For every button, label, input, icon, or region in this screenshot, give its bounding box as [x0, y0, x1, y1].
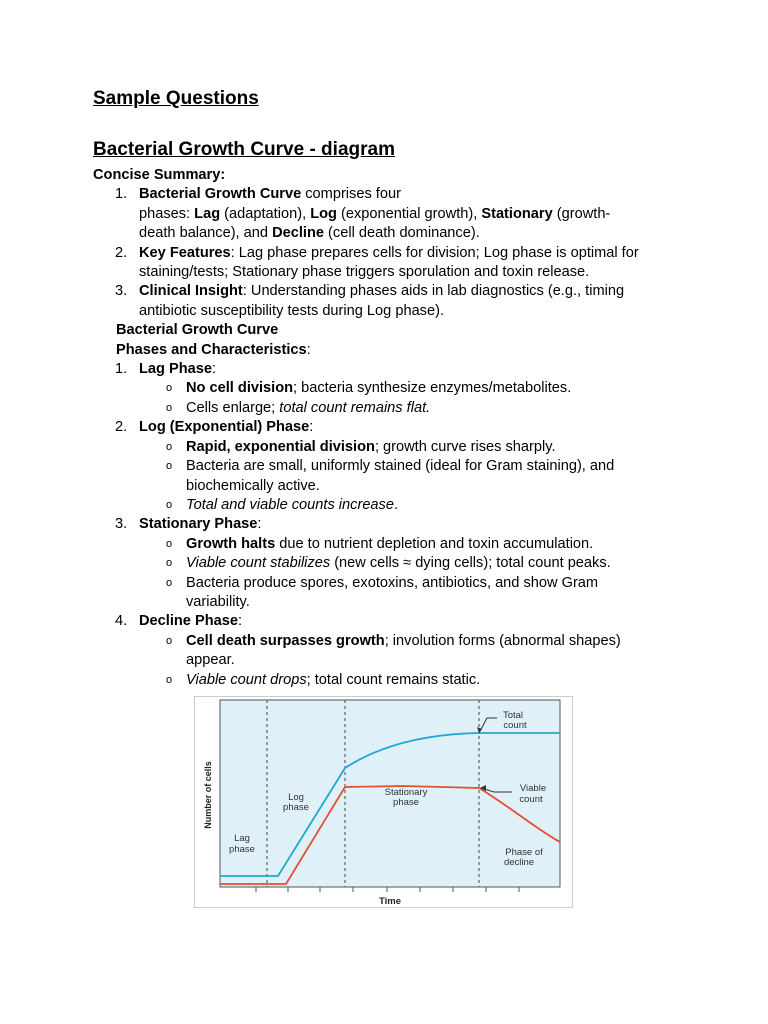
stationary-phase-label-2: phase	[393, 797, 419, 808]
section-title: Bacterial Growth Curve - diagram	[93, 139, 395, 160]
list-item: o Total and viable counts increase.	[166, 496, 399, 513]
list-item: o Rapid, exponential division; growth curve rises sharply.	[166, 438, 556, 455]
total-count-label-1: Total	[502, 710, 524, 721]
list-item: o Growth halts due to nutrient depletion and toxin accumulation.	[166, 535, 594, 552]
list-item: o Bacteria are small, uniformly stained (ideal for Gram staining), and biochemically active.	[166, 458, 615, 494]
lag-phase-label-1: Lag	[234, 833, 250, 844]
summary-item: 2. Key Features: Lag phase prepares cells for division; Log phase is optimal for staining/tests; Stationary phase triggers sporulation and toxin release.	[115, 244, 639, 281]
page-title: Sample Questions	[93, 88, 259, 109]
list-item: o Bacteria produce spores, exotoxins, antibiotics, and show Gram variability.	[166, 574, 599, 610]
growth-curve-diagram	[194, 696, 573, 908]
y-axis-label: Number of cells	[203, 761, 213, 829]
document-body	[93, 166, 693, 690]
list-item: o Cells enlarge; total count remains flat.	[166, 399, 431, 416]
phase-heading-stationary: 3. Stationary Phase:	[115, 516, 262, 533]
list-item: o Cell death surpasses growth; involution forms (abnormal shapes) appear.	[166, 632, 621, 669]
summary-item: 1. Bacterial Growth Curve comprises four phases: Lag (adaptation), Log (exponential growth), Stationary (growth- death balance), and Decline (cell death dominance).	[115, 186, 611, 242]
viable-count-label-1: Viable	[519, 783, 547, 794]
x-axis-label: Time	[378, 896, 402, 907]
summary-item: 3. Clinical Insight: Understanding phases aids in lab diagnostics (e.g., timing antibiotic susceptibility tests during Log phase).	[115, 283, 625, 319]
list-item: o No cell division; bacteria synthesize enzymes/metabolites.	[166, 380, 572, 397]
phase-heading-log: 2. Log (Exponential) Phase:	[115, 419, 314, 436]
phase-heading-lag: 1. Lag Phase:	[115, 361, 217, 378]
list-item: o Viable count drops; total count remains static.	[166, 671, 481, 688]
viable-count-label-2: count	[519, 794, 543, 805]
log-phase-label-2: phase	[283, 802, 309, 813]
stationary-phase-label-1: Stationary	[384, 787, 428, 798]
phase-heading-decline: 4. Decline Phase:	[115, 613, 243, 630]
list-item: o Viable count stabilizes (new cells ≈ dying cells); total count peaks.	[166, 555, 611, 572]
subheading-phases: Phases and Characteristics:	[116, 341, 311, 358]
decline-phase-label-1: Phase of	[505, 847, 543, 858]
decline-phase-label-2: decline	[503, 857, 535, 868]
lag-phase-label-2: phase	[229, 844, 255, 855]
summary-heading: Concise Summary:	[93, 167, 226, 183]
log-phase-label-1: Log	[288, 792, 304, 803]
total-count-label-2: count	[503, 720, 527, 731]
subheading-growth-curve: Bacterial Growth Curve	[116, 322, 279, 339]
